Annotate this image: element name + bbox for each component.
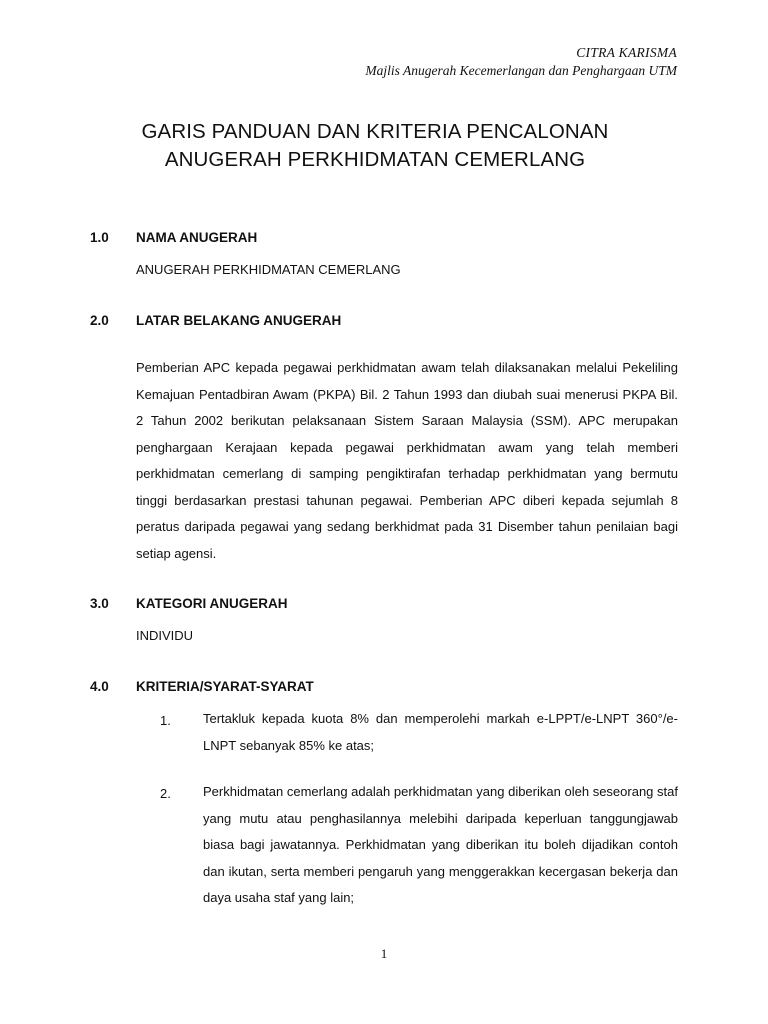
title-line-1: GARIS PANDUAN DAN KRITERIA PENCALONAN [141, 120, 609, 143]
list-item-text: Perkhidmatan cemerlang adalah perkhidmatan yang diberikan oleh seseorang staf yang mutu atau penghasilannya melebihi daripada keperluan tanggungjawab biasa bagi jawatannya. Perkhidmatan yang diberikan itu boleh dijadikan contoh dan ikutan, serta memberi pengaruh yang menggerakkan kecergasan bekerja dan daya usaha staf yang lain; [203, 784, 678, 905]
header-org: CITRA KARISMA [576, 45, 677, 60]
section-4-heading: KRITERIA/SYARAT-SYARAT [136, 679, 314, 694]
section-3-text: INDIVIDU [136, 628, 194, 643]
page-number: 1 [380, 946, 388, 961]
section-3-heading: KATEGORI ANUGERAH [136, 596, 288, 611]
list-item-text: Tertakluk kepada kuota 8% dan memperolehi markah e-LPPT/e-LNPT 360°/e-LNPT sebanyak 85% ke atas; [203, 711, 678, 753]
document-header [365, 44, 677, 80]
section-3-number: 3.0 [90, 596, 109, 611]
list-item-number: 2. [160, 786, 171, 801]
section-2-paragraph: Pemberian APC kepada pegawai perkhidmatan awam telah dilaksanakan melalui Pekeliling Kemajuan Pentadbiran Awam (PKPA) Bil. 2 Tahun 1993 dan diubah suai menerusi PKPA Bil. 2 Tahun 2002 berikutan pelaksanaan Sistem Saraan Malaysia (SSM). APC merupakan penghargaan Kerajaan kepada pegawai perkhidmatan awam yang telah memberi perkhidmatan cemerlang di samping pengiktirafan terhadap perkhidmatan yang bermutu tinggi berdasarkan prestasi tahunan pegawai. Pemberian APC diberi kepada sejumlah 8 peratus daripada pegawai yang sedang berkhidmat pada 31 Disember tahun penilaian bagi setiap agensi. [136, 360, 678, 561]
section-1-text: ANUGERAH PERKHIDMATAN CEMERLANG [136, 262, 401, 277]
document-title [60, 118, 690, 174]
list-item-number: 1. [160, 713, 171, 728]
header-subtitle: Majlis Anugerah Kecemerlangan dan Penghargaan UTM [365, 63, 677, 78]
section-4-number: 4.0 [90, 679, 109, 694]
title-line-2: ANUGERAH PERKHIDMATAN CEMERLANG [164, 148, 586, 171]
section-1-number: 1.0 [90, 230, 109, 245]
section-2-number: 2.0 [90, 313, 109, 328]
section-1-heading: NAMA ANUGERAH [136, 230, 258, 245]
section-2-heading: LATAR BELAKANG ANUGERAH [136, 313, 342, 328]
